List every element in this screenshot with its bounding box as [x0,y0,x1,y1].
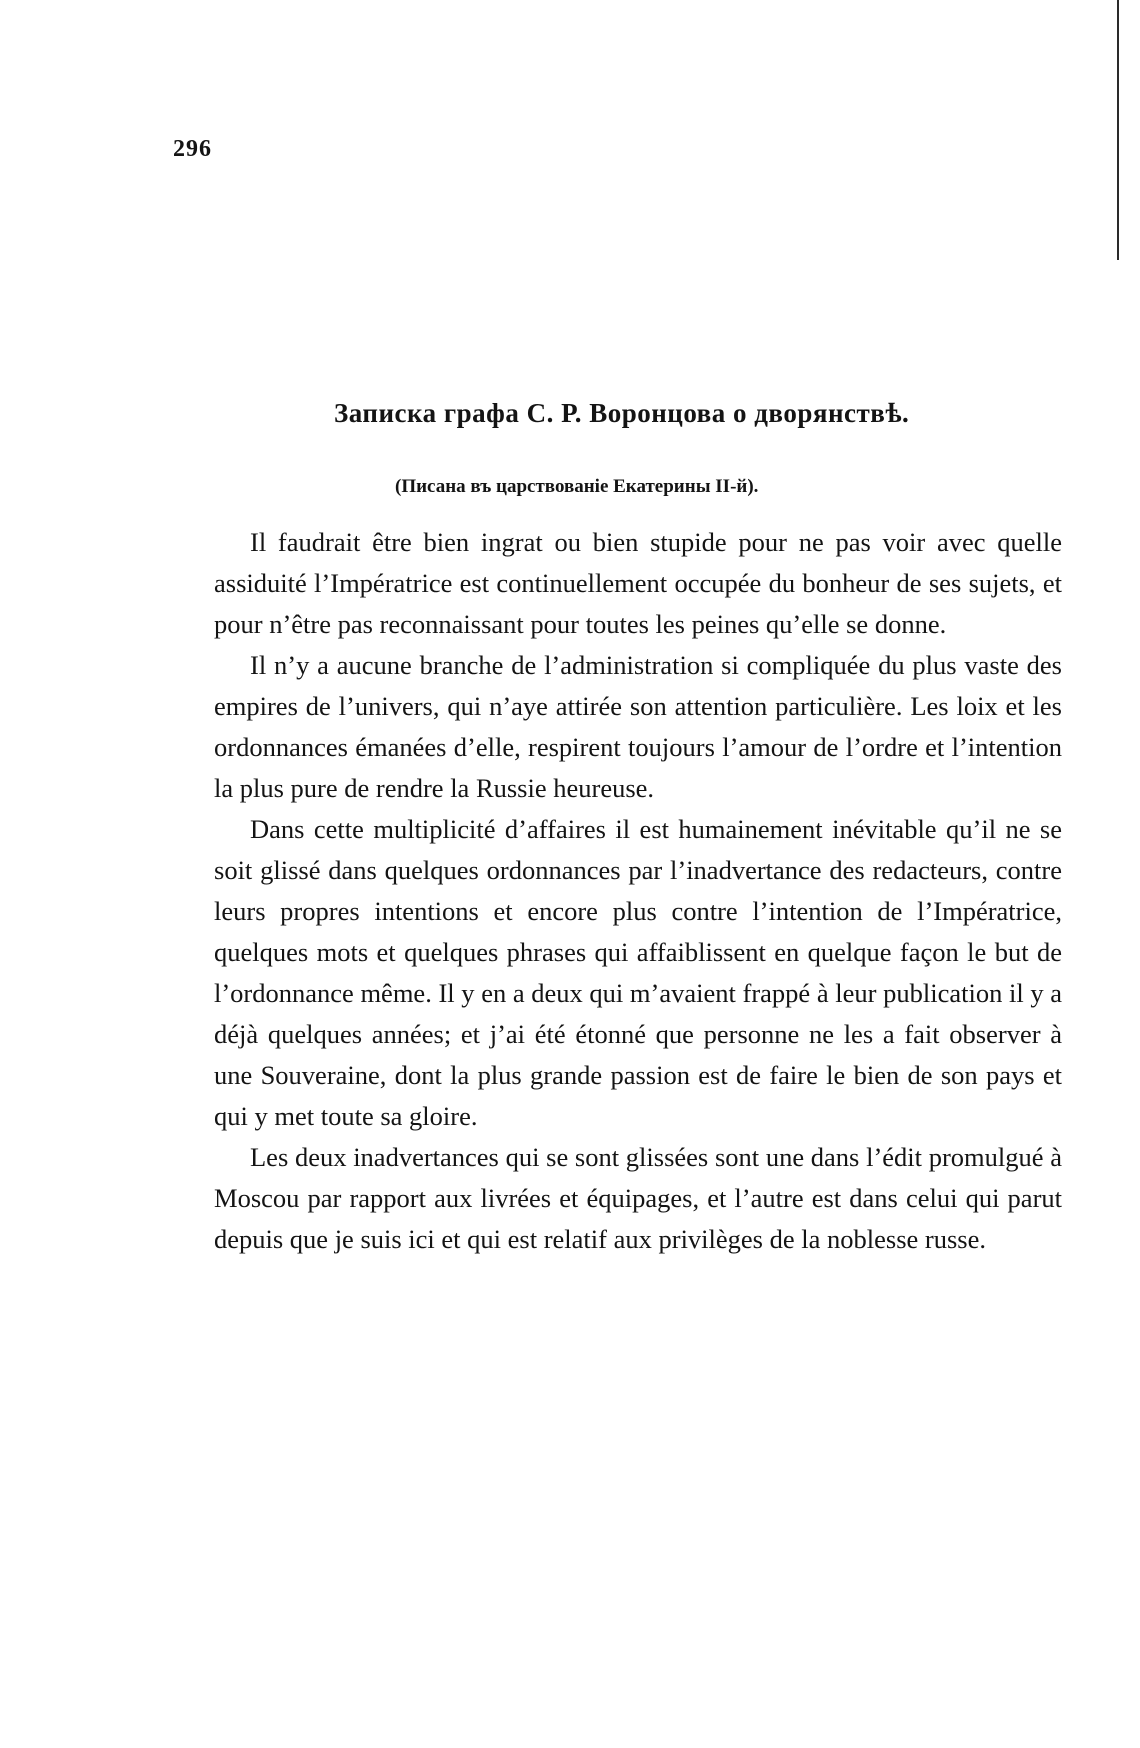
page-number: 296 [173,136,212,162]
paragraph-2: Il n’y a aucune branche de l’administration si compliquée du plus vaste des empires de l’univers, qui n’aye attirée son attention particulière. Les loix et les ordonnances émanées d’elle, respirent toujours l’amour de l’ordre et l’intention la plus pure de rendre la Russie heureuse. [214,650,1062,803]
document-title: Записка графа С. Р. Воронцова о дворянствѣ. [334,398,910,428]
paragraph-3: Dans cette multiplicité d’affaires il est humainement inévitable qu’il ne se soit glissé dans quelques ordonnances par l’inadvertance des redacteurs, contre leurs propres intentions et encore plus contre l’intention de l’Impératrice, quelques mots et quelques phrases qui affaiblissent en quelque façon le but de l’ordonnance même. Il y en a deux qui m’avaient frappé à leur publication il y a déjà quelques années; et j’ai été étonné que personne ne les a fait observer à une Souveraine, dont la plus grande passion est de faire le bien de son pays et qui y met toute sa gloire. [214,814,1062,1131]
paragraph-1: Il faudrait être bien ingrat ou bien stupide pour ne pas voir avec quelle assiduité l’Impératrice est continuellement occupée du bonheur de ses sujets, et pour n’être pas reconnaissant pour toutes les peines qu’elle se donne. [214,527,1062,639]
page-edge-rule [1117,0,1119,260]
paragraph-4: Les deux inadvertances qui se sont glissées sont une dans l’édit promulgué à Moscou par rapport aux livrées et équipages, et l’autre est dans celui qui parut depuis que je suis ici et qui est relatif aux privilèges de la noblesse russe. [214,1142,1062,1254]
document-subtitle: (Писана въ царствованіе Екатерины II-й). [395,476,759,497]
body-text [214,522,1062,1260]
